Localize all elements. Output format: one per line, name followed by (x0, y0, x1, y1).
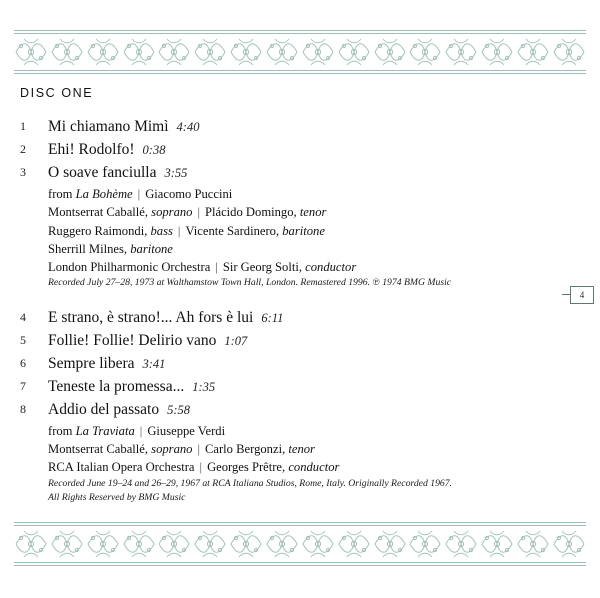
credits-block-boheme (48, 185, 560, 291)
track-duration: 1:35 (192, 379, 216, 394)
conductor-role: conductor (288, 460, 340, 475)
band-rule (14, 525, 586, 526)
performer-name: Carlo Bergonzi (205, 442, 283, 457)
band-motifs (14, 527, 586, 561)
floral-motif-icon (516, 35, 550, 69)
floral-motif-icon (337, 527, 371, 561)
track-title: E strano, è strano!... Ah fors è lui (48, 308, 254, 326)
floral-motif-icon (157, 35, 191, 69)
track-title-line (48, 307, 560, 329)
credits-block-traviata (48, 422, 560, 506)
ornamental-band-bottom (14, 522, 586, 566)
credit-separator: | (137, 187, 141, 201)
floral-motif-icon (337, 35, 371, 69)
page-number: 4 (579, 290, 585, 300)
track-title-line (48, 116, 560, 138)
floral-motif-icon (193, 527, 227, 561)
track-title-line (48, 139, 560, 161)
track-row (20, 399, 560, 508)
track-number: 4 (20, 309, 26, 324)
track-title: Mi chiamano Mimì (48, 118, 169, 135)
track-row (20, 353, 560, 375)
credit-performers-line: Sherrill Milnes, baritone (48, 241, 173, 256)
band-rule (14, 562, 586, 563)
track-row (20, 330, 560, 352)
track-duration: 6:11 (261, 310, 284, 325)
track-number: 6 (20, 355, 26, 370)
opera-title: La Bohème (75, 187, 133, 201)
track-row (20, 307, 560, 329)
performer-name: Montserrat Caballé (48, 205, 145, 220)
recording-note: Recorded June 19–24 and 26–29, 1967 at RCA Italiana Studios, Rome, Italy. Originally Recorded 1967. (48, 477, 453, 489)
floral-motif-icon (193, 35, 227, 69)
floral-motif-icon (552, 35, 586, 69)
recording-note: Recorded July 27–28, 1973 at Walthamstow Town Hall, London. Remastered 1996. ℗ 1974 BMG Music (48, 277, 452, 289)
credit-separator: | (177, 223, 181, 238)
marker-tick (562, 294, 571, 295)
floral-motif-icon (408, 527, 442, 561)
disc-title: DISC ONE (20, 86, 94, 100)
floral-motif-icon (229, 527, 263, 561)
track-listing (20, 86, 560, 509)
track-title-line (48, 162, 560, 184)
composer-name: Giacomo Puccini (145, 187, 233, 201)
track-title-line (48, 399, 560, 421)
floral-motif-icon (265, 35, 299, 69)
performer-name: Ruggero Raimondi (48, 223, 145, 238)
composer-name: Giuseppe Verdi (147, 423, 226, 438)
floral-motif-icon (480, 527, 514, 561)
ensemble-name: London Philharmonic Orchestra (48, 260, 211, 274)
track-title: Sempre libera (48, 354, 135, 372)
floral-motif-icon (552, 527, 586, 561)
floral-motif-icon (265, 527, 299, 561)
band-rule (14, 30, 586, 31)
conductor-name: Sir Georg Solti (222, 260, 299, 274)
performer-role: baritone (130, 241, 173, 256)
performer-role: soprano (151, 442, 193, 457)
track-duration: 5:58 (167, 402, 190, 417)
floral-motif-icon (50, 527, 84, 561)
floral-motif-icon (373, 35, 407, 69)
track-row (20, 139, 560, 161)
conductor-name: Georges Prêtre (207, 460, 283, 475)
credit-ensemble-line: London Philharmonic Orchestra | Sir Georg Solti, conductor (48, 260, 357, 274)
credit-performers-line: Ruggero Raimondi, bass | Vicente Sardinero, baritone (48, 223, 325, 238)
floral-motif-icon (122, 527, 156, 561)
floral-motif-icon (229, 35, 263, 69)
track-title: Addio del passato (48, 400, 160, 418)
performer-role: soprano (151, 205, 193, 220)
conductor-role: conductor (305, 260, 357, 274)
track-row (20, 162, 560, 293)
floral-motif-icon (408, 35, 442, 69)
floral-motif-icon (301, 527, 335, 561)
page-number-marker (570, 286, 594, 304)
floral-motif-icon (50, 35, 84, 69)
performer-name: Vicente Sardinero (185, 223, 276, 238)
from-label: from (48, 187, 73, 201)
track-number: 8 (20, 401, 26, 416)
ensemble-name: RCA Italian Opera Orchestra (48, 460, 195, 475)
track-duration: 3:41 (142, 356, 166, 371)
track-duration: 3:55 (164, 166, 188, 180)
performer-role: bass (150, 223, 173, 238)
credit-performers-line: Montserrat Caballé, soprano | Plácido Domingo, tenor (48, 205, 327, 220)
band-rule (14, 522, 586, 523)
performer-name: Plácido Domingo (205, 205, 294, 220)
floral-motif-icon (86, 527, 120, 561)
track-title-line (48, 353, 560, 375)
track-title: Follie! Follie! Delirio vano (48, 331, 217, 349)
band-rule (14, 565, 586, 566)
track-duration: 0:38 (142, 143, 166, 157)
track-title-line (48, 376, 560, 398)
credit-performers-line: Montserrat Caballé, soprano | Carlo Bergonzi, tenor (48, 442, 315, 457)
section-spacer (20, 294, 560, 307)
track-title: Teneste la promessa... (48, 377, 185, 395)
band-motifs (14, 35, 586, 69)
track-title: Ehi! Rodolfo! (48, 141, 135, 158)
credit-separator: | (139, 423, 143, 438)
performer-name: Montserrat Caballé (48, 442, 145, 457)
credit-from-line (48, 422, 560, 440)
opera-title: La Traviata (75, 423, 135, 438)
credit-ensemble-line: RCA Italian Opera Orchestra | Georges Prêtre, conductor (48, 460, 340, 475)
from-label: from (48, 423, 73, 438)
ornamental-band-top (14, 30, 586, 74)
track-duration: 4:40 (176, 120, 200, 134)
floral-motif-icon (516, 527, 550, 561)
track-number: 2 (20, 142, 26, 156)
floral-motif-icon (122, 35, 156, 69)
track-row (20, 376, 560, 398)
track-number: 7 (20, 378, 26, 393)
floral-motif-icon (157, 527, 191, 561)
floral-motif-icon (480, 35, 514, 69)
floral-motif-icon (86, 35, 120, 69)
track-number: 3 (20, 165, 26, 179)
credit-separator: | (197, 205, 200, 220)
track-duration: 1:07 (224, 333, 248, 348)
performer-role: tenor (299, 205, 327, 220)
band-rule (14, 70, 586, 71)
band-rule (14, 33, 586, 34)
credit-separator: | (215, 260, 218, 274)
floral-motif-icon (301, 35, 335, 69)
track-row (20, 116, 560, 138)
track-number: 1 (20, 119, 26, 133)
performer-role: tenor (288, 442, 315, 457)
credit-from-line (48, 185, 560, 203)
track-number: 5 (20, 332, 26, 347)
band-rule (14, 73, 586, 74)
performer-role: baritone (282, 223, 325, 238)
floral-motif-icon (444, 35, 478, 69)
floral-motif-icon (444, 527, 478, 561)
credit-separator: | (197, 442, 200, 457)
credit-separator: | (199, 460, 203, 475)
floral-motif-icon (373, 527, 407, 561)
track-title: O soave fanciulla (48, 164, 157, 181)
performer-name: Sherrill Milnes (48, 241, 124, 256)
track-title-line (48, 330, 560, 352)
floral-motif-icon (14, 527, 48, 561)
rights-note: All Rights Reserved by BMG Music (48, 492, 186, 504)
floral-motif-icon (14, 35, 48, 69)
